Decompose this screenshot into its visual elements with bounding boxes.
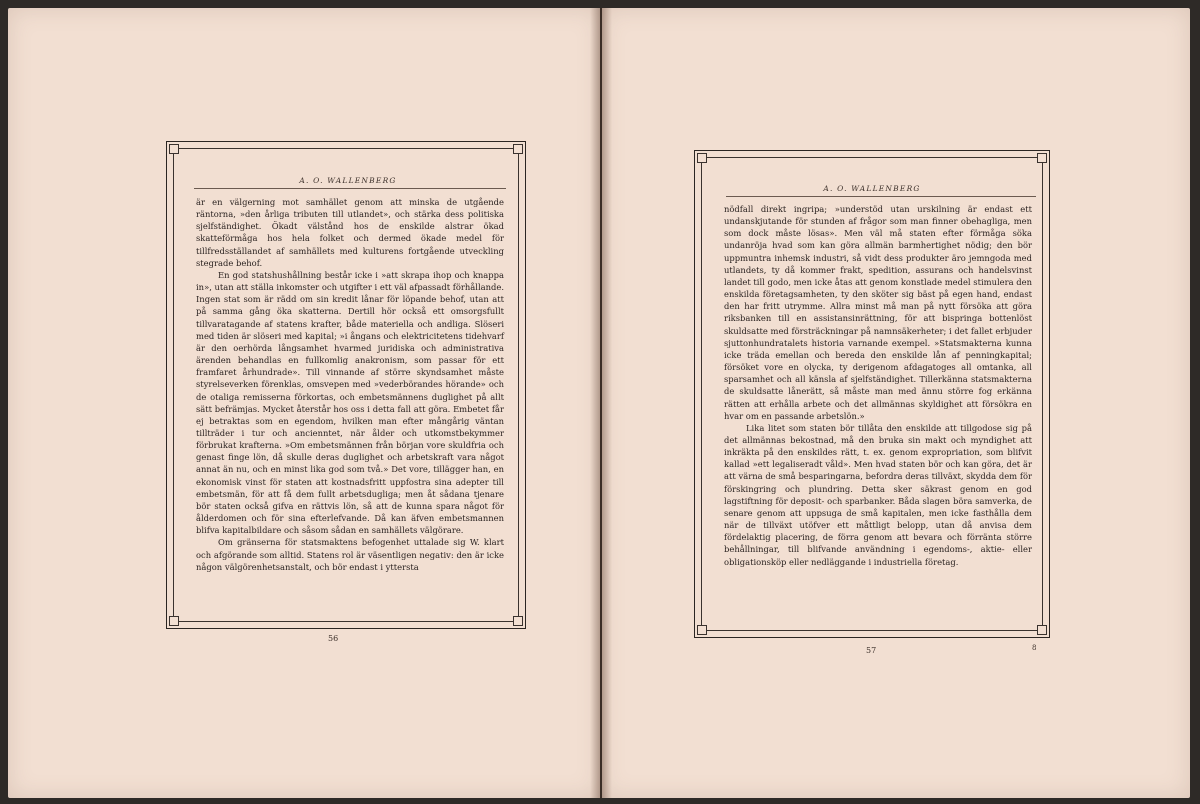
left-paragraph-1: är en välgerning mot samhället genom att minska de utgående räntorna, »den årliga tributen till utlandet», och stärka dess politiska sjelfständighet. Ökadt välstånd hos de enskilde alstrar ökad skatteförmåga hos hela folket och dermed ökade medel för tillfredsställandet af samhällets med kulturens fortgående utveckling stegrade behof. [196,197,504,268]
signature-mark: 8 [1032,644,1037,652]
right-running-head: A. O. WALLENBERG [823,184,921,193]
left-running-head: A. O. WALLENBERG [299,176,397,185]
left-page [8,8,600,798]
right-paragraph-1: nödfall direkt ingripa; »understöd utan urskilning är endast ett undanskjutande för stunden af frågor som man finner obehagliga, men som dock måste lösas». Men väl må staten efter förmåga söka undanröja hvad som kan göra allmän barmhertighet nödig; den bör uppmuntra inhemsk industri, så vidt dess produkter äro jemngoda med utlandets, ty då kommer frakt, spedition, assurans och handelsvinst landet till godo, men icke åtas att genom konstlade medel stimulera den enskilda företagsamheten, ty den sköter sig bäst på egen hand, endast den har fritt utrymme. Allra minst må man på nytt försöka att göra riksbanken till en assistansinrättning, för att bispringa bottenlöst skuldsatte med försträckningar på namnsäkerheter; i det fallet erbjuder sjuttonhundratalets historia varnande exempel. »Statsmakterna kunna icke träda emellan och bereda den enskilde lån af penningkapital; försöket vore en olycka, ty derigenom afdagatoges all omtanka, all sparsamhet och all känsla af sjelfständighet. Tillerkänna statsmakterna de skuldsatte lånerätt, så måste man med ännu större fog erkänna rätten att erhålla arbete och det allmännas skyldighet att försökra en hvar om en passande arbetslön.» [724,204,1032,421]
left-body-text [196,196,504,573]
left-head-rule [194,188,506,189]
right-head-rule [726,196,1036,197]
left-paragraph-2: En god statshushållning består icke i »att skrapa ihop och knappa in», utan att ställa inkomster och utgifter i ett väl afpassadt förhållande. Ingen stat som är rädd om sin kredit lånar för löpande behof, utan att på samma gång öka skatterna. Dertill hör också ett omsorgsfullt tillvaratagande af statens krafter, både materiella och andliga. Slöseri med tiden är slöseri med kapital; »i ångans och elektricitetens tidehvarf är den oerhörda långsamhet hvarmed juridiska och administrativa ärenden behandlas en fullkomlig anakronism, som passar för ett framfaret århundrade». Till vinnande af större skyndsamhet måste styrelseverken förenklas, omsvepen med »vederbörandes hörande» och de otaliga remisserna förkortas, och embetsmännens duglighet på allt sätt befrämjas. Mycket återstår hos oss i detta fall att göra. Embetet får ej betraktas som en egendom, hvilken man efter mångårig väntan tillträder i tur och ancienntet, när ålder och utkomstbekymmer förbrukat krafterna. »Om embetsmännen från början vore skuldfria och genast finge lön, då skulle deras duglighet och arbetskraft vara något annat än nu, och en minst lika god som två.» Det vore, tillägger han, en ekonomisk vinst för staten att kostnadsfritt uppfostra sina adepter till embetsmän, för att få dem fullt arbetsdugliga; men åt sådana tjenare bör staten också gifva en rättvis lön, så att de kunna spara något för ålderdomen och för sina efterlefvande. Då kan äfven embetsmannen blifva kapitalbildare och såsom sådan en samhällets välgörare. [196,269,504,536]
right-body-text [724,203,1032,568]
left-paragraph-3: Om gränserna för statsmaktens befogenhet uttalade sig W. klart och afgörande som alltid. Statens rol är väsentligen negativ: den är icke någon välgörenhetsanstalt, och bör endast i yttersta [196,537,504,572]
book-gutter [590,8,612,798]
right-paragraph-2: Lika litet som staten bör tillåta den enskilde att tillgodose sig på det allmännas bekostnad, må den bruka sin makt och myndighet att inkräkta på den enskildes rätt, t. ex. genom expropriation, som blifvit kallad »ett legaliseradt våld». Men hvad staten bör och kan göra, det är att värna de små besparingarna, befordra deras tillväxt, skydda dem för förskingring och plundring. Detta sker säkrast genom en god lagstiftning för deposit- och sparbanker. Båda slagen böra samverka, de senare genom att uppsuga de små kapitalen, men icke fasthålla dem när de tillväxt utöfver ett måttligt belopp, utan då anvisa dem fördelaktig placering, de förra genom att bevara och förränta större behållningar, till blifvande användning i egendoms-, aktie- eller obligationsköp eller nedläggande i industriella företag. [724,422,1032,567]
right-page-number: 57 [866,646,877,655]
right-page [602,8,1190,798]
left-page-number: 56 [328,634,339,643]
